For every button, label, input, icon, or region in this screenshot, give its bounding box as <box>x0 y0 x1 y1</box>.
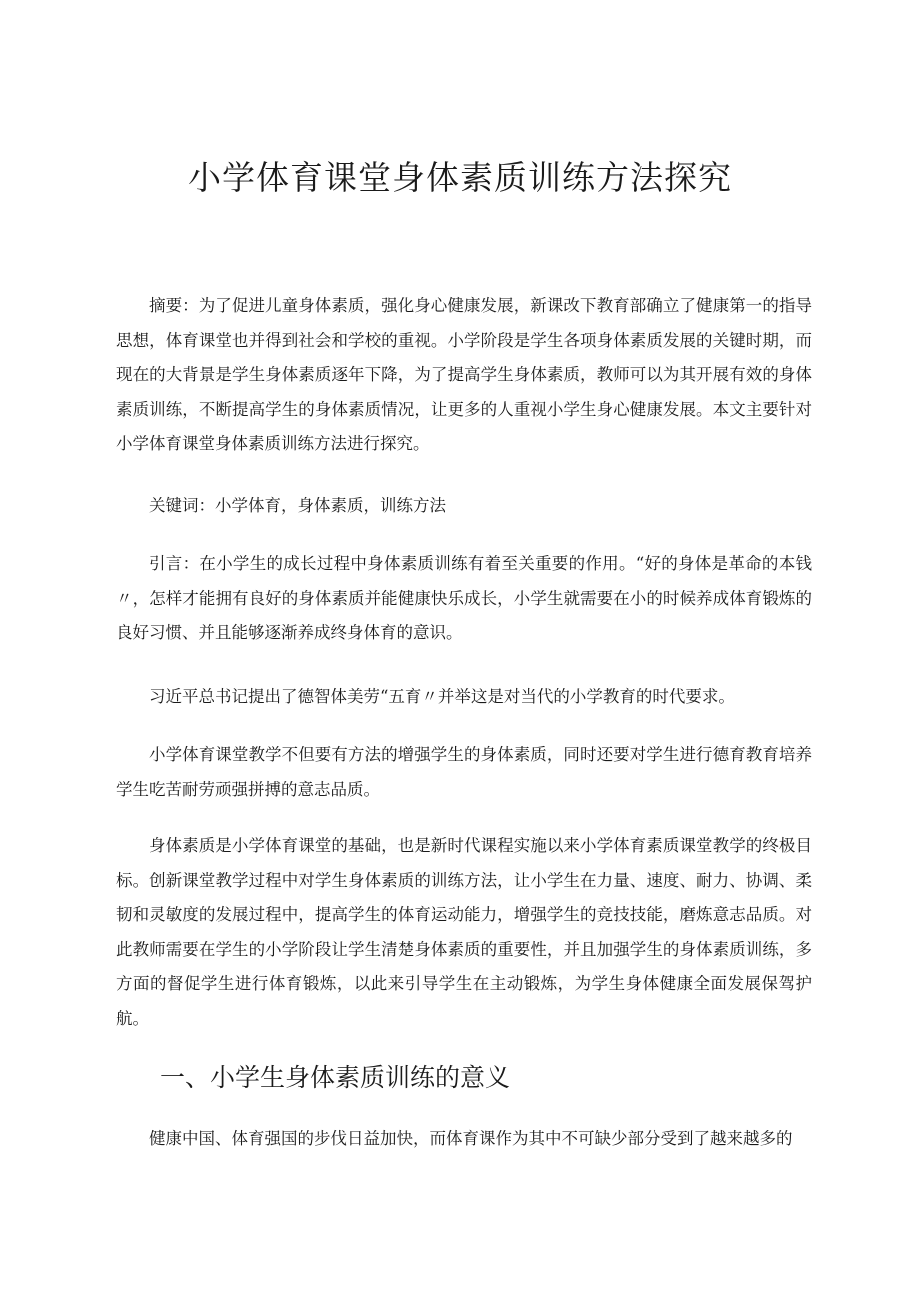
keywords-paragraph: 关键词：小学体育，身体素质，训练方法 <box>149 496 446 515</box>
physical-foundation-paragraph: 身体素质是小学体育课堂的基础，也是新时代课程实施以来小学体育素质课堂教学的终极目标。创新课堂教学过程中对学生身体素质的训练方法，让小学生在力量、速度、耐力、协调、柔韧和灵敏度的发展过程中，提高学生的体育运动能力，增强学生的竞技技能，磨炼意志品质。对此教师需要在学生的小学阶段让学生清楚身体素质的重要性，并且加强学生的身体素质训练，多方面的督促学生进行体育锻炼，以此来引导学生在主动锻炼，为学生身体健康全面发展保驾护航。 <box>116 836 812 1028</box>
document-title: 小学体育课堂身体素质训练方法探究 <box>188 158 732 197</box>
section-one-heading: 一、小学生身体素质训练的意义 <box>160 1063 511 1092</box>
five-education-paragraph: 习近平总书记提出了德智体美劳“五育〃并举这是对当代的小学教育的时代要求。 <box>149 687 735 706</box>
abstract-paragraph: 摘要：为了促进儿童身体素质，强化身心健康发展，新课改下教育部确立了健康第一的指导思想，体育课堂也并得到社会和学校的重视。小学阶段是学生各项身体素质发展的关键时期，而现在的大背景是学生身体素质逐年下降，为了提高学生身体素质，教师可以为其开展有效的身体素质训练，不断提高学生的身体素质情况，让更多的人重视小学生身心健康发展。本文主要针对小学体育课堂身体素质训练方法进行探究。 <box>116 296 812 453</box>
teaching-paragraph: 小学体育课堂教学不但要有方法的增强学生的身体素质，同时还要对学生进行德育教育培养学生吃苦耐劳顽强拼搏的意志品质。 <box>116 745 812 799</box>
introduction-paragraph: 引言：在小学生的成长过程中身体素质训练有着至关重要的作用。“好的身体是革命的本钱〃，怎样才能拥有良好的身体素质并能健康快乐成长，小学生就需要在小的时候养成体育锻炼的良好习惯、并且能够逐渐养成终身体育的意识。 <box>116 554 812 642</box>
section-one-paragraph: 健康中国、体育强国的步伐日益加快，而体育课作为其中不可缺少部分受到了越来越多的 <box>149 1129 793 1148</box>
